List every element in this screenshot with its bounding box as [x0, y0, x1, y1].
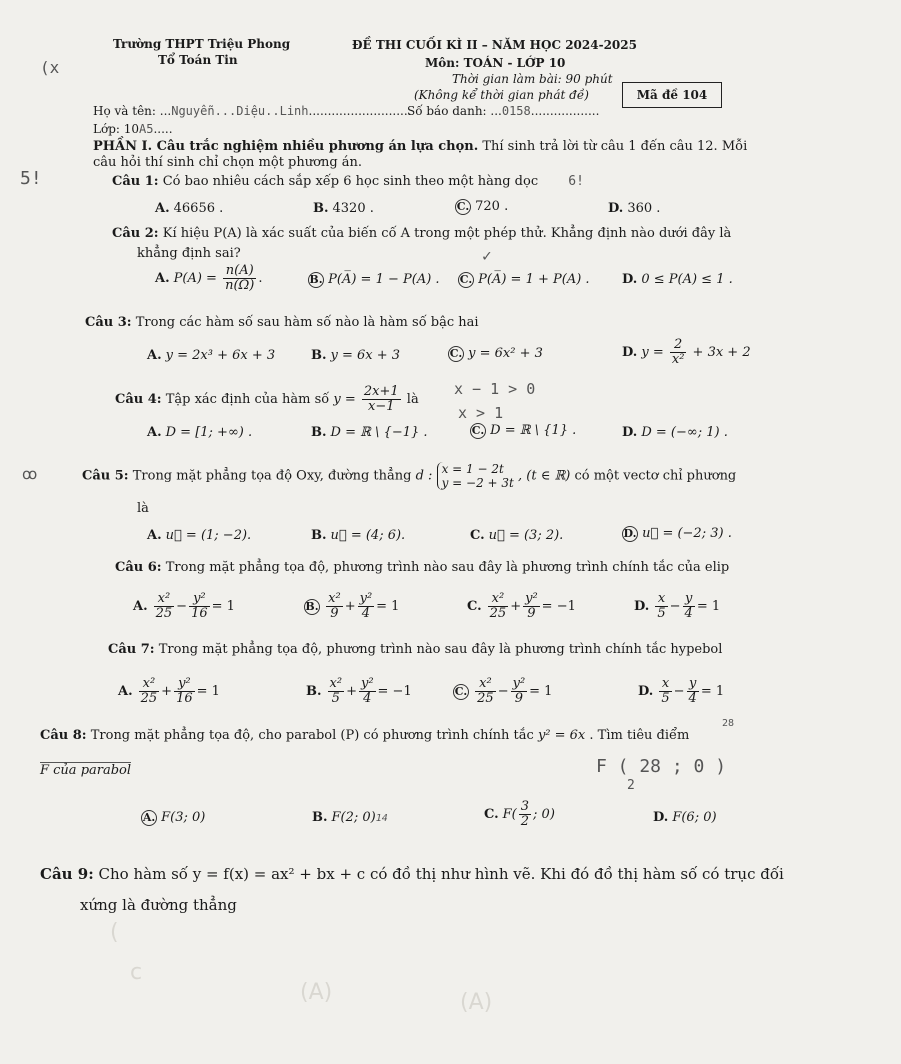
handwritten-note: F ( 28 ; 0 ): [596, 756, 727, 777]
option-letter: A.: [147, 348, 162, 363]
option-letter: B.: [312, 810, 328, 825]
option-text: y =: [641, 345, 664, 360]
question-5: [82, 462, 736, 490]
option-letter: D.: [638, 684, 654, 699]
q3-option-c[interactable]: [448, 346, 543, 362]
option-text: 360 .: [627, 201, 661, 216]
q1-option-b[interactable]: [313, 201, 374, 216]
option-text: F(: [502, 807, 517, 822]
q1-option-d[interactable]: [608, 201, 660, 216]
sbd-dots: ..................: [530, 104, 600, 118]
q4-option-a[interactable]: [147, 425, 252, 440]
q4-option-c[interactable]: [470, 423, 576, 439]
question-label: Câu 2:: [112, 226, 159, 241]
school-name: Trường THPT Triệu Phong: [113, 37, 291, 51]
question-8: [40, 728, 689, 743]
formula-text: y =: [333, 392, 356, 407]
part-intro-2: câu hỏi thí sinh chỉ chọn một phương án.: [93, 155, 363, 170]
q7-option-a[interactable]: A. $\frac{\text{x²}}{25}$ + $\frac{\text{y²}}{16}$ = 1: [118, 676, 220, 706]
q8-option-a[interactable]: [141, 810, 205, 826]
exam-code-box: Mã đề 104: [622, 82, 722, 108]
option-letter: D.: [608, 201, 624, 216]
option-letter: D.: [622, 425, 638, 440]
selected-circle: C.: [471, 424, 485, 437]
option-letter: A.: [118, 684, 133, 699]
selected-circle: D.: [623, 527, 637, 540]
option-text: u⃗ = (1; −2).: [165, 528, 252, 543]
question-text: Trong mặt phẳng tọa độ Oxy, đường thẳng: [128, 468, 412, 484]
option-text: F(2; 0): [331, 810, 376, 825]
class-dots: .....: [153, 122, 173, 136]
option-text: y = 6x² + 3: [468, 346, 543, 361]
option-letter: A.: [155, 201, 170, 216]
question-label: Câu 9:: [40, 865, 94, 883]
exam-subject: Môn: TOÁN - LỚP 10: [425, 56, 566, 70]
formula-text: , (t ∈ ℝ): [518, 468, 571, 484]
q2-option-d[interactable]: [622, 272, 733, 287]
option-letter: B.: [313, 201, 329, 216]
option-letter: D.: [622, 345, 638, 360]
class-label: Lớp: 10: [93, 122, 140, 136]
question-9: [40, 865, 784, 883]
question-label: Câu 8:: [40, 728, 87, 743]
q3-option-b[interactable]: [311, 348, 400, 363]
question-label: Câu 7:: [108, 642, 155, 657]
question-text: Trong mặt phẳng tọa độ, phương trình nào sau đây là phương trình chính tắc của elip: [161, 560, 730, 575]
question-5-line2: là: [137, 501, 149, 516]
question-8-line2: F của parabol: [40, 763, 132, 778]
question-text: Tập xác định của hàm số: [161, 392, 330, 407]
question-text: Trong mặt phẳng tọa độ, phương trình nào sau đây là phương trình chính tắc hypebol: [154, 642, 723, 657]
q4-option-d[interactable]: [622, 425, 728, 440]
class-handwritten: A5: [139, 122, 154, 136]
circled-letter: B.: [309, 273, 323, 286]
q1-option-c[interactable]: [455, 199, 508, 215]
handwritten-note: 28: [722, 718, 735, 729]
fraction: $\frac{2x+1}{x-1}$: [363, 384, 399, 414]
formula-text: là: [406, 392, 419, 407]
question-3: [85, 315, 479, 330]
q3-option-a[interactable]: [147, 348, 275, 363]
exam-time: Thời gian làm bài: 90 phút: [452, 72, 613, 86]
option-text: u⃗ = (4; 6).: [330, 528, 406, 543]
option-letter: B.: [311, 425, 327, 440]
handwritten-note: x − 1 > 0: [454, 380, 536, 398]
question-9-line2: xứng là đường thẳng: [80, 896, 237, 914]
option-text: + 3x + 2: [692, 345, 751, 360]
handwritten-note: 6!: [568, 174, 584, 189]
check-mark-icon: ✓: [482, 246, 492, 265]
q6-option-a[interactable]: A. $\frac{\text{x²}}{25}$ − $\frac{\text{y²}}{16}$ = 1: [133, 591, 235, 621]
q4-option-b[interactable]: [311, 425, 428, 440]
sbd-handwritten: 0158: [501, 104, 531, 118]
student-name-line: [93, 104, 412, 118]
handwritten-note: ꝏ: [22, 465, 38, 483]
option-text: 46656 .: [173, 201, 224, 216]
selected-circle: C.: [456, 200, 470, 213]
q7-option-b[interactable]: B. $\frac{\text{x²}}{5}$ + $\frac{\text{y²}}{4}$ = −1: [306, 676, 412, 706]
name-handwritten: Nguyễn...Diệu..Linh: [171, 104, 309, 118]
question-1: [112, 174, 584, 189]
selected-circle: B.: [305, 600, 319, 613]
question-text: Trong các hàm số sau hàm số nào là hàm số bậc hai: [131, 315, 479, 330]
question-text: Kí hiệu P(A) là xác suất của biến cố A trong một phép thử. Khẳng định nào dưới đây là: [158, 226, 732, 241]
option-text: u⃗ = (3; 2).: [488, 528, 564, 543]
q2-option-c[interactable]: [458, 272, 590, 288]
question-2: [112, 226, 731, 241]
q5-option-d[interactable]: [622, 526, 732, 542]
part-title: PHẦN I. Câu trắc nghiệm nhiều phương án lựa chọn.: [93, 139, 479, 154]
question-label: Câu 5:: [82, 468, 129, 484]
option-text: F(3; 0): [161, 810, 206, 825]
option-letter: D.: [622, 272, 638, 287]
question-text: có một vectơ chỉ phương: [570, 468, 737, 484]
q5-option-b[interactable]: [311, 528, 405, 543]
handwritten-note: (x: [40, 58, 60, 77]
q7-option-d[interactable]: D. $\frac{x}{5}$ − $\frac{y}{4}$ = 1: [638, 676, 725, 706]
q2-option-b[interactable]: [308, 272, 440, 288]
question-text: . Tìm tiêu điểm: [585, 728, 690, 743]
option-text: ; 0): [533, 807, 555, 822]
option-text: 4320 .: [332, 201, 374, 216]
question-label: Câu 6:: [115, 560, 162, 575]
option-text: D = ℝ \ {1} .: [490, 423, 577, 438]
question-text: Trong mặt phẳng tọa độ, cho parabol (P) có phương trình chính tắc: [86, 728, 534, 743]
handwritten-note: 14: [375, 813, 388, 824]
option-letter: D.: [653, 810, 669, 825]
question-text: Có bao nhiêu cách sắp xếp 6 học sinh theo một hàng dọc: [158, 174, 539, 189]
q7-option-c[interactable]: C. $\frac{\text{x²}}{25}$ − $\frac{\text{y²}}{9}$ = 1: [454, 676, 553, 706]
name-label: Họ và tên: ...: [93, 104, 172, 118]
option-text: P(A̅) = 1 − P(A) .: [328, 272, 440, 287]
question-label: Câu 4:: [115, 392, 162, 407]
selected-circle: C.: [454, 685, 468, 698]
option-letter: A.: [155, 271, 170, 286]
student-id-line: [407, 104, 599, 118]
option-letter: A.: [147, 425, 162, 440]
department-name: Tổ Toán Tin: [158, 53, 238, 67]
option-letter: A.: [147, 528, 162, 543]
option-letter: A.: [133, 599, 148, 614]
question-6: [115, 560, 729, 575]
selected-circle: C.: [459, 273, 473, 286]
q8-option-b[interactable]: [312, 810, 388, 825]
class-line: [93, 122, 173, 136]
option-text: D = (−∞; 1) .: [641, 425, 728, 440]
question-label: Câu 3:: [85, 315, 132, 330]
option-letter: D.: [634, 599, 650, 614]
sbd-label: Số báo danh: ...: [407, 104, 502, 118]
equation-system: x = 1 − 2t y = −2 + 3t: [437, 462, 514, 490]
option-text: F(6; 0): [672, 810, 717, 825]
name-dots: ...........................: [308, 104, 412, 118]
q6-option-c[interactable]: C. $\frac{\text{x²}}{25}$ + $\frac{\text{y²}}{9}$ = −1: [467, 591, 576, 621]
q8-option-c[interactable]: C. F( $\frac{3}{2}$ ; 0): [484, 799, 555, 829]
option-text: y = 2x³ + 6x + 3: [165, 348, 276, 363]
option-text: D = ℝ \ {−1} .: [330, 425, 428, 440]
fraction: $\frac{n(A)}{n(\Omega)}$: [225, 263, 255, 293]
part-intro: Thí sinh trả lời từ câu 1 đến câu 12. Mỗi: [478, 139, 748, 154]
q5-option-a[interactable]: [147, 528, 251, 543]
question-label: Câu 1:: [112, 174, 159, 189]
question-2-line2: khẳng định sai?: [137, 246, 241, 261]
exam-time-note: (Không kể thời gian phát đề): [414, 88, 589, 102]
exam-title: ĐỀ THI CUỐI KÌ II – NĂM HỌC 2024-2025: [352, 38, 637, 52]
formula-text: y² = 6x: [537, 728, 586, 743]
formula-text: d :: [415, 468, 433, 484]
option-letter: C.: [470, 528, 485, 543]
q2-option-a[interactable]: A. P(A) = $\frac{n(A)}{n(\Omega)}$ .: [155, 263, 263, 293]
handwritten-note: 2: [627, 778, 635, 793]
question-7: [108, 642, 722, 657]
option-text: D = [1; +∞) .: [165, 425, 253, 440]
q3-option-d[interactable]: [622, 338, 751, 367]
option-text: 0 ≤ P(A) ≤ 1 .: [641, 272, 733, 287]
option-text: y = 6x + 3: [330, 348, 401, 363]
option-text: P(A) =: [173, 271, 217, 286]
q6-option-d[interactable]: D. $\frac{x}{5}$ − $\frac{y}{4}$ = 1: [634, 591, 721, 621]
q1-option-a[interactable]: [155, 201, 223, 216]
option-text: P(A̅) = 1 + P(A) .: [478, 272, 590, 287]
option-letter: B.: [311, 528, 327, 543]
question-4: [115, 385, 419, 414]
q8-option-d[interactable]: [653, 810, 717, 825]
option-letter: B.: [311, 348, 327, 363]
fraction: $\frac{2}{\text{x²}}$: [671, 337, 685, 367]
q6-option-b[interactable]: B. $\frac{\text{x²}}{9}$ + $\frac{\text{y²}}{4}$ = 1: [305, 591, 400, 621]
selected-circle: C.: [449, 347, 463, 360]
question-text: Cho hàm số y = f(x) = ax² + bx + c có đồ thị như hình vẽ. Khi đó đồ thị hàm số có trục đối: [93, 865, 784, 883]
option-letter: C.: [467, 599, 482, 614]
selected-circle: A.: [142, 811, 156, 824]
handwritten-note: 5!: [20, 168, 42, 189]
q5-option-c[interactable]: [470, 528, 563, 543]
option-letter: C.: [484, 807, 499, 822]
option-text: 720 .: [475, 199, 509, 214]
handwritten-note: x > 1: [458, 404, 504, 422]
option-text: u⃗ = (−2; 3) .: [642, 526, 732, 541]
option-letter: B.: [306, 684, 322, 699]
part-heading: [93, 139, 747, 154]
